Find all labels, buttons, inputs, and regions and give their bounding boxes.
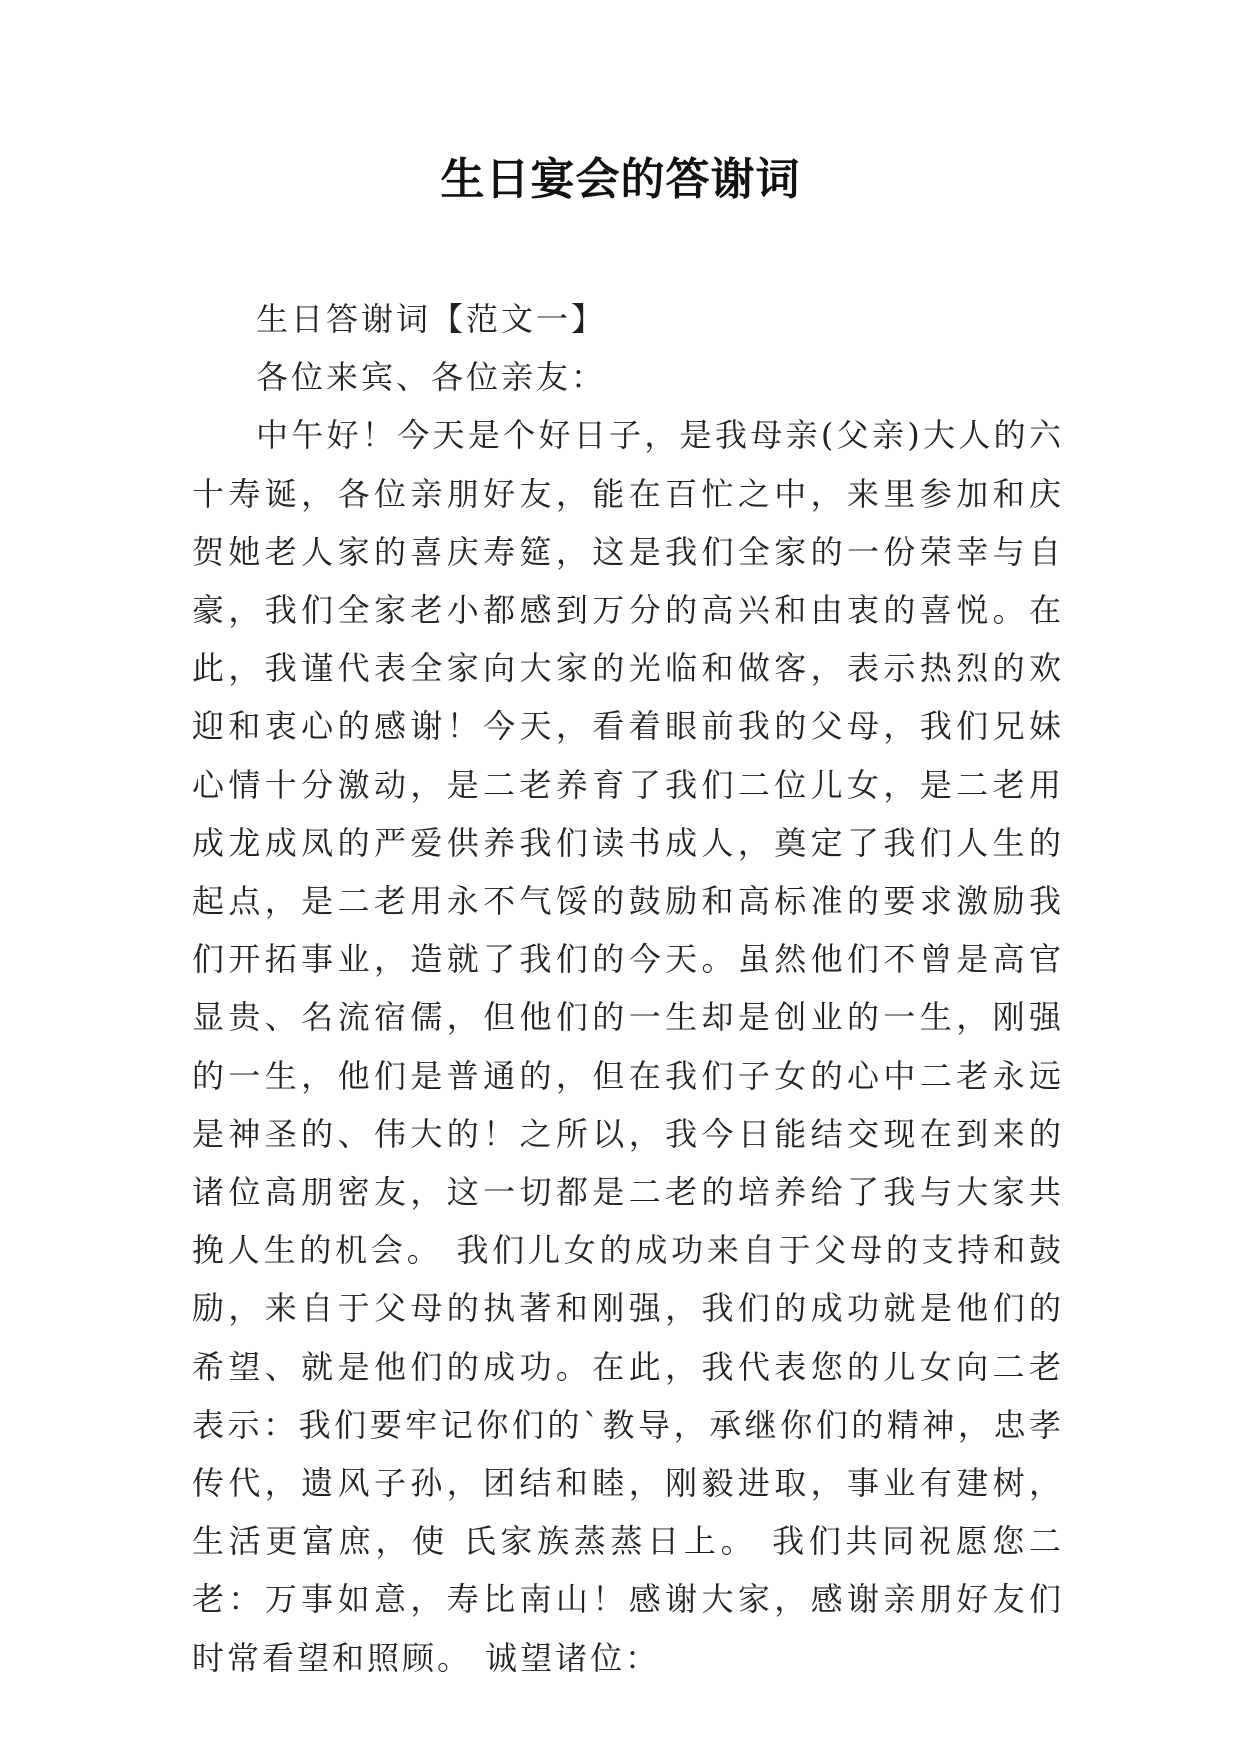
section-heading: 生日答谢词【范文一】 [256, 300, 607, 338]
document-body [192, 290, 1064, 1687]
body-paragraph: 中午好！今天是个好日子，是我母亲(父亲)大人的六十寿诞，各位亲朋好友，能在百忙之中，来里参加和庆贺她老人家的喜庆寿筵，这是我们全家的一份荣幸与自豪，我们全家老小都感到万分的高兴和由衷的喜悦。在此，我谨代表全家向大家的光临和做客，表示热烈的欢迎和衷心的感谢！今天，看着眼前我的父母，我们兄妹心情十分激动，是二老养育了我们二位儿女，是二老用成龙成凤的严爱供养我们读书成人，奠定了我们人生的起点，是二老用永不气馁的鼓励和高标准的要求激励我们开拓事业，造就了我们的今天。虽然他们不曾是高官显贵、名流宿儒，但他们的一生却是创业的一生，刚强的一生，他们是普通的，但在我们子女的心中二老永远是神圣的、伟大的！之所以，我今日能结交现在到来的诸位高朋密友，这一切都是二老的培养给了我与大家共挽人生的机会。 我们儿女的成功来自于父母的支持和鼓励，来自于父母的执著和刚强，我们的成功就是他们的希望、就是他们的成功。在此，我代表您的儿女向二老表示：我们要牢记你们的`教导，承继你们的精神，忠孝传代，遗风子孙，团结和睦，刚毅进取，事业有建树，生活更富庶，使 氏家族蒸蒸日上。 我们共同祝愿您二老：万事如意，寿比南山！感谢大家，感谢亲朋好友们时常看望和照顾。 诚望诸位： [192, 416, 1064, 1677]
document-title: 生日宴会的答谢词 [440, 154, 801, 205]
salutation: 各位来宾、各位亲友： [256, 358, 607, 397]
